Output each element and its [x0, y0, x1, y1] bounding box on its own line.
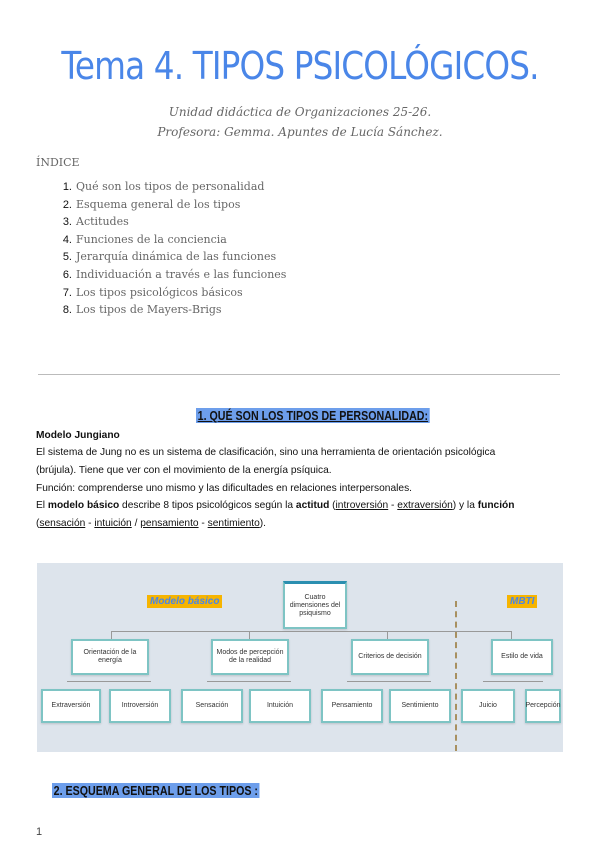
toc-number: 7.: [62, 286, 72, 299]
diagram-node-estilo-vida: Estilo de vida: [491, 639, 553, 675]
diagram-node-decision: Criterios de decisión: [351, 639, 429, 675]
toc-item[interactable]: [36, 180, 286, 198]
text-run: /: [131, 518, 141, 529]
diagram-node-percepcion: Modos de percepción de la realidad: [211, 639, 289, 675]
page-title: Tema 4. TIPOS PSICOLÓGICOS.: [61, 44, 539, 88]
toc-number: 5.: [62, 251, 72, 264]
toc-text: Funciones de la conciencia: [76, 232, 227, 246]
toc-text: Actitudes: [76, 215, 129, 229]
diagram-leaf-pensamiento: Pensamiento: [321, 689, 383, 723]
text-run: ) y la: [452, 500, 478, 511]
diagram-leaf-sensacion: Sensación: [181, 689, 243, 723]
paragraph-line: El sistema de Jung no es un sistema de clasificación, sino una herramienta de orientación psicológica: [36, 447, 496, 458]
horizontal-divider: [38, 374, 560, 375]
paragraph-line: [36, 518, 576, 529]
section-1-subheading: Modelo Jungiano: [36, 430, 120, 441]
connector: [387, 631, 388, 639]
subtitle-course: Unidad didáctica de Organizaciones 25-26.: [168, 105, 432, 119]
diagram-leaf-sentimiento: Sentimiento: [389, 689, 451, 723]
toc-number: 8.: [62, 304, 72, 317]
text-run: ).: [259, 518, 266, 529]
paragraph-line: Función: comprenderse uno mismo y las dificultades en relaciones interpersonales.: [36, 483, 412, 494]
toc-text: Esquema general de los tipos: [76, 197, 241, 211]
toc-item[interactable]: [36, 303, 286, 321]
toc-number: 2.: [62, 198, 72, 211]
text-run: describe 8 tipos psicológicos según la: [119, 500, 296, 511]
diagram-label-mbti: MBTI: [507, 595, 537, 608]
page-number: 1: [36, 826, 43, 838]
diagram-leaf-introversion: Introversión: [109, 689, 171, 723]
subtitle-author: Profesora: Gemma. Apuntes de Lucía Sánchez.: [157, 125, 443, 139]
bold-term: modelo básico: [47, 500, 120, 511]
toc-text: Los tipos de Mayers-Brigs: [76, 303, 222, 317]
jung-model-diagram: [37, 563, 563, 752]
underlined-term: introversión: [335, 500, 389, 511]
toc-number: 1.: [62, 181, 72, 193]
toc-text: Individuación a través e las funciones: [76, 267, 287, 281]
text-run: El: [36, 500, 48, 511]
diagram-node-orientacion: Orientación de la energía: [71, 639, 149, 675]
section-2-heading: 2. ESQUEMA GENERAL DE LOS TIPOS :: [53, 783, 258, 798]
toc-item[interactable]: [36, 215, 286, 233]
diagram-label-modelo-basico: Modelo básico: [147, 595, 222, 608]
bold-term: actitud: [295, 500, 330, 511]
diagram-separator: [455, 601, 457, 751]
underlined-term: pensamiento: [140, 518, 199, 529]
table-of-contents: [36, 180, 286, 321]
section-1-heading: 1. QUÉ SON LOS TIPOS DE PERSONALIDAD:: [197, 408, 429, 423]
connector: [483, 681, 543, 682]
toc-number: 4.: [62, 233, 72, 246]
diagram-leaf-extraversion: Extraversión: [41, 689, 101, 723]
bold-term: función: [477, 500, 515, 511]
text-run: -: [388, 500, 398, 511]
connector: [511, 631, 512, 639]
connector: [249, 631, 250, 639]
underlined-term: sentimiento: [207, 518, 260, 529]
toc-text: Jerarquía dinámica de las funciones: [76, 250, 277, 264]
index-label: ÍNDICE: [36, 156, 80, 169]
underlined-term: intuición: [94, 518, 132, 529]
text-run: (: [329, 500, 336, 511]
underlined-term: extraversión: [397, 500, 453, 511]
diagram-leaf-intuicion: Intuición: [249, 689, 311, 723]
toc-number: 3.: [62, 216, 72, 229]
toc-item[interactable]: [36, 268, 286, 286]
toc-text: Qué son los tipos de personalidad: [76, 180, 265, 193]
paragraph-line: (brújula). Tiene que ver con el movimiento de la energía psíquica.: [36, 465, 332, 476]
diagram-leaf-juicio: Juicio: [461, 689, 515, 723]
connector: [67, 681, 151, 682]
toc-item[interactable]: [36, 233, 286, 251]
toc-item[interactable]: [36, 286, 286, 304]
toc-number: 6.: [62, 268, 72, 281]
diagram-root-node: Cuatro dimensiones del psiquismo: [283, 581, 347, 629]
connector: [111, 631, 112, 639]
underlined-term: sensación: [39, 518, 86, 529]
text-run: (: [36, 518, 40, 529]
text-run: -: [85, 518, 95, 529]
connector: [111, 631, 511, 632]
toc-text: Los tipos psicológicos básicos: [76, 285, 243, 299]
connector: [347, 681, 431, 682]
toc-item[interactable]: [36, 250, 286, 268]
paragraph-line: [36, 500, 576, 511]
connector: [207, 681, 291, 682]
diagram-leaf-percepcion: Percepción: [525, 689, 561, 723]
text-run: -: [198, 518, 208, 529]
toc-item[interactable]: [36, 198, 286, 216]
